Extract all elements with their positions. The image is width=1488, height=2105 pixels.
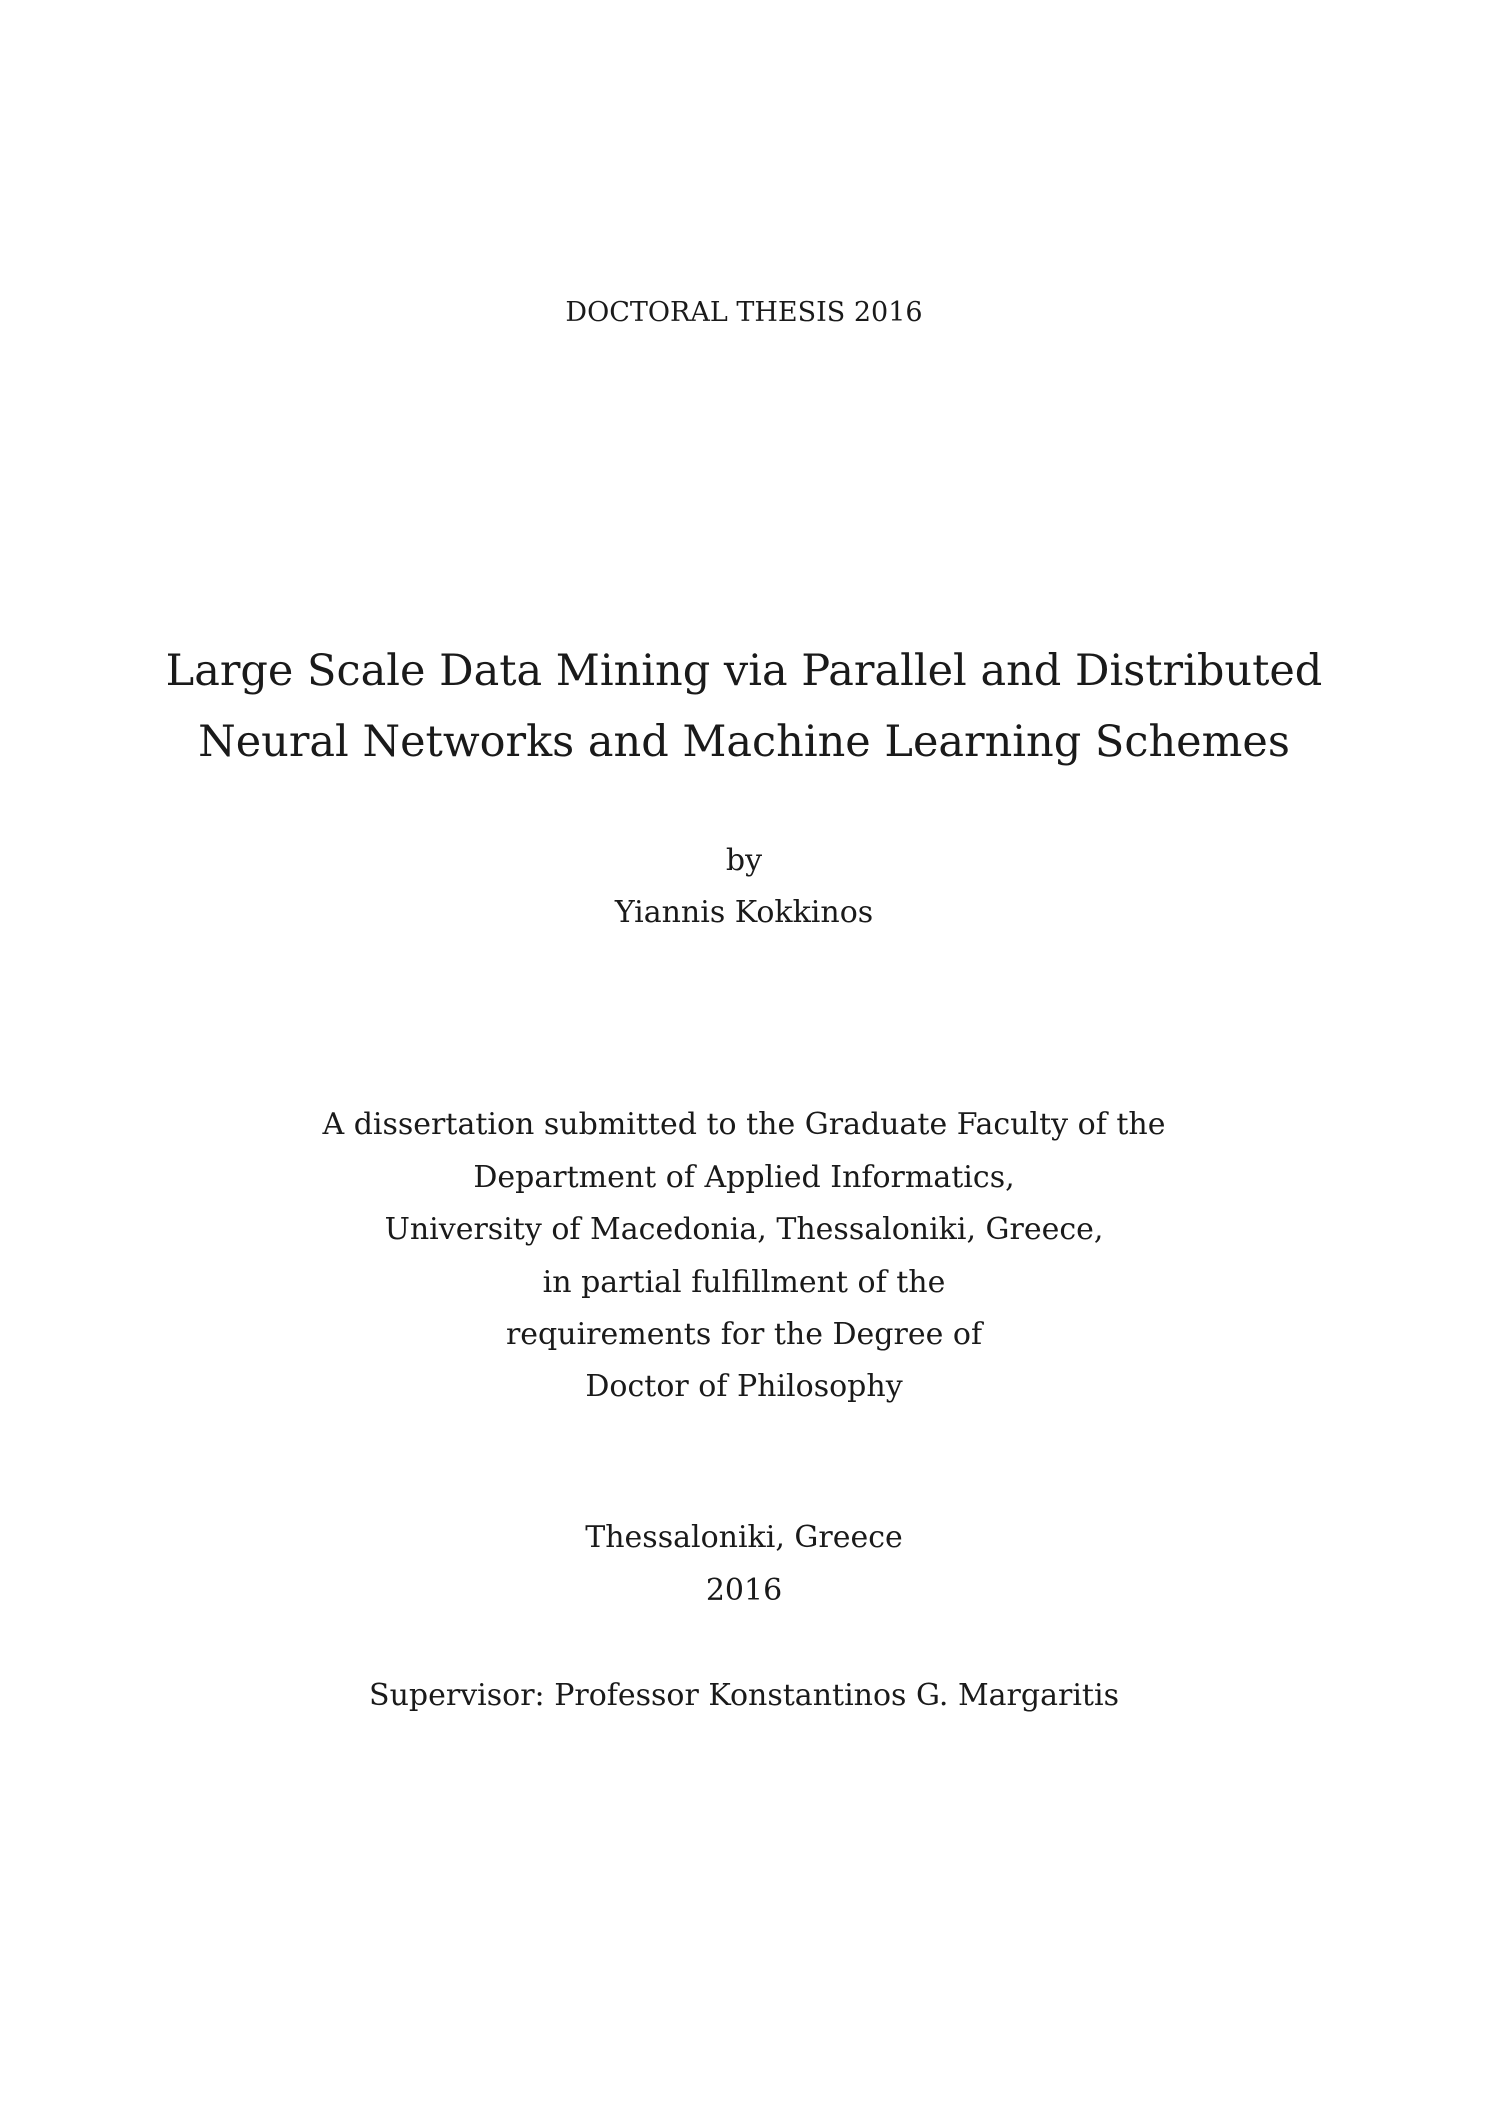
thesis-type-label: DOCTORAL THESIS 2016 (565, 297, 923, 328)
place-city: Thessaloniki, Greece (585, 1520, 903, 1555)
place-year: 2016 (705, 1573, 783, 1608)
statement-line: Doctor of Philosophy (585, 1369, 903, 1404)
statement-line: A dissertation submitted to the Graduate Faculty of the (322, 1107, 1166, 1142)
by-label: by (725, 843, 763, 878)
thesis-title-line-2: Neural Networks and Machine Learning Schemes (198, 717, 1290, 767)
statement-line: University of Macedonia, Thessaloniki, Greece, (384, 1212, 1104, 1247)
supervisor-line: Supervisor: Professor Konstantinos G. Margaritis (369, 1678, 1119, 1713)
author-name: Yiannis Kokkinos (614, 895, 874, 930)
statement-line: Department of Applied Informatics, (473, 1160, 1015, 1195)
statement-line: requirements for the Degree of (505, 1317, 983, 1352)
thesis-title-line-1: Large Scale Data Mining via Parallel and Distributed (165, 646, 1323, 696)
statement-line: in partial fulfillment of the (542, 1265, 946, 1300)
